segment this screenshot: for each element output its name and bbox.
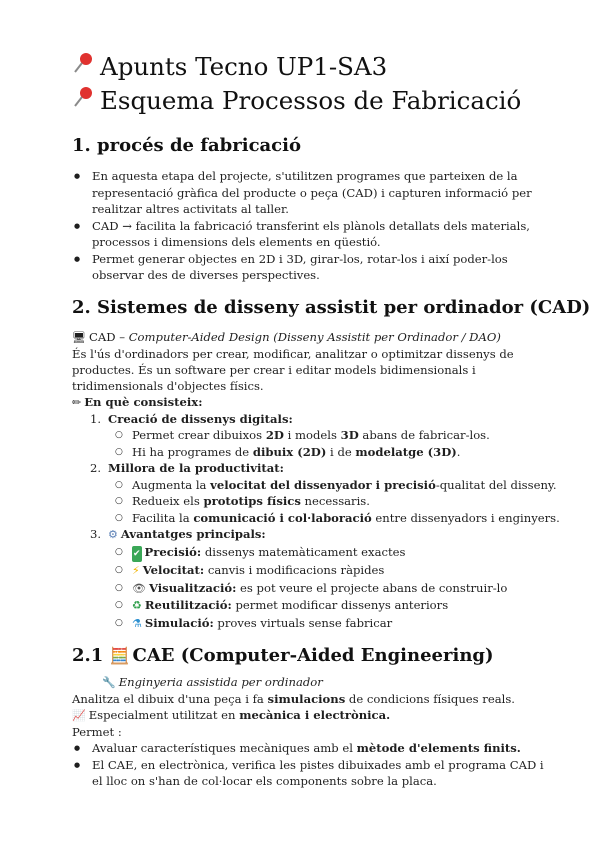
list-item: ○ Redueix els prototips físics necessaris. <box>112 493 600 510</box>
list-item: ○ 👁 Visualització: es pot veure el projecte abans de construir-lo <box>112 580 600 598</box>
list-item: ○ Hi ha programes de dibuix (2D) i de modelatge (3D). <box>112 444 600 461</box>
recycle-icon: ♻ <box>132 599 142 612</box>
gear-icon: ⚙ <box>108 528 118 541</box>
list-item: ○ Permet crear dibuixos 2D i models 3D abans de fabricar-los. <box>112 427 600 444</box>
list-item: ○ ✔ Precisió: dissenys matemàticament exactes <box>112 544 600 563</box>
check-icon: ✔ <box>132 546 142 563</box>
cae-line-2: 📈 Especialment utilitzat en mecànica i electrònica. <box>72 708 391 722</box>
section-1-list <box>72 168 600 284</box>
list-item: 1. Creació de dissenys digitals: ○ Permet crear dibuixos 2D i models 3D abans de fabricar-los. ○ Hi ha programes de dibuix (2D) i de modelatge (3D). <box>90 411 600 461</box>
section-2-heading: 2. Sistemes de disseny assistit per ordinador (CAD) <box>72 296 591 318</box>
list-item: ● En aquesta etapa del projecte, s'utilitzen programes que parteixen de la representació gràfica del producte o peça (CAD) i capturen informació per realitzar altres activitats al taller. <box>72 168 550 218</box>
section-2-1-heading: 2.1 🧮 CAE (Computer-Aided Engineering) <box>72 645 494 666</box>
chart-up-icon: 📈 <box>72 709 86 722</box>
list-item: ● El CAE, en electrònica, verifica les pistes dibuixades amb el programa CAD i el lloc on s'han de col·locar els components sobre la placa. <box>72 757 550 790</box>
computer-icon: 🖥 <box>72 330 86 344</box>
cad-intro: És l'ús d'ordinadors per crear, modificar, analitzar o optimitzar dissenys de productes. És un software per crear i editar models bidimensionals i tridimensionals d'objectes físics. <box>72 346 514 393</box>
list-item: 3. ⚙ Avantatges principals: ○ ✔ Precisió: dissenys matemàticament exactes ○ ⚡ Velocitat: canvis i modificacions ràpides ○ 👁 Visualització: es pot veure el projecte abans de construir-lo ○ ♻ Reutilització: permet modificar dissenys anteriors ○ ⚗ Simulació: proves virtuals sense fabricar <box>90 526 600 632</box>
list-item: ○ ⚡ Velocitat: canvis i modificacions ràpides <box>112 562 600 580</box>
pushpin-icon <box>72 84 100 118</box>
cae-list <box>72 740 600 790</box>
consists-heading: ✏ En què consisteix: <box>72 394 203 409</box>
wrench-icon: 🔧 <box>102 676 116 689</box>
list-item: ● Permet generar objectes en 2D i 3D, girar-los, rotar-los i així poder-los observar des de diverses perspectives. <box>72 251 550 284</box>
page-title-2: Esquema Processos de Fabricació <box>72 84 600 118</box>
section-1-heading: 1. procés de fabricació <box>72 135 301 156</box>
cae-line-1: Analitza el dibuix d'una peça i fa simulacions de condicions físiques reals. <box>72 692 515 706</box>
cad-features-list <box>90 411 600 633</box>
cad-definition: 🖥 CAD – Computer-Aided Design (Disseny Assistit per Ordinador / DAO) <box>72 329 501 344</box>
list-item: ○ Facilita la comunicació i col·laboració entre dissenyadors i enginyers. <box>112 510 600 527</box>
test-tube-icon: ⚗ <box>132 616 142 630</box>
list-item: ○ ♻ Reutilització: permet modificar dissenys anteriors <box>112 597 600 615</box>
cae-subtitle: 🔧 Enginyeria assistida per ordinador <box>102 675 323 689</box>
list-item: ● Avaluar característiques mecàniques amb el mètode d'elements finits. <box>72 740 550 757</box>
list-item: ○ Augmenta la velocitat del dissenyador i precisió-qualitat del disseny. <box>112 477 600 494</box>
eye-icon: 👁 <box>132 581 146 595</box>
lightning-icon: ⚡ <box>132 564 140 577</box>
list-item: 2. Millora de la productivitat: ○ Augmenta la velocitat del dissenyador i precisió-qualitat del disseny. ○ Redueix els prototips físics necessaris. ○ Facilita la comunicació i col·laboració entre dissenyadors i enginyers. <box>90 460 600 526</box>
list-item: ● CAD → facilita la fabricació transferint els plànols detallats dels materials, processos i dimensions dels elements en qüestió. <box>72 218 550 251</box>
list-item: ○ ⚗ Simulació: proves virtuals sense fabricar <box>112 615 600 633</box>
cae-permet: Permet : <box>72 725 122 739</box>
pushpin-icon <box>72 50 100 84</box>
abacus-icon: 🧮 <box>109 646 130 665</box>
pencil-icon: ✏ <box>72 395 82 409</box>
page-title-1: Apunts Tecno UP1-SA3 <box>72 50 600 84</box>
